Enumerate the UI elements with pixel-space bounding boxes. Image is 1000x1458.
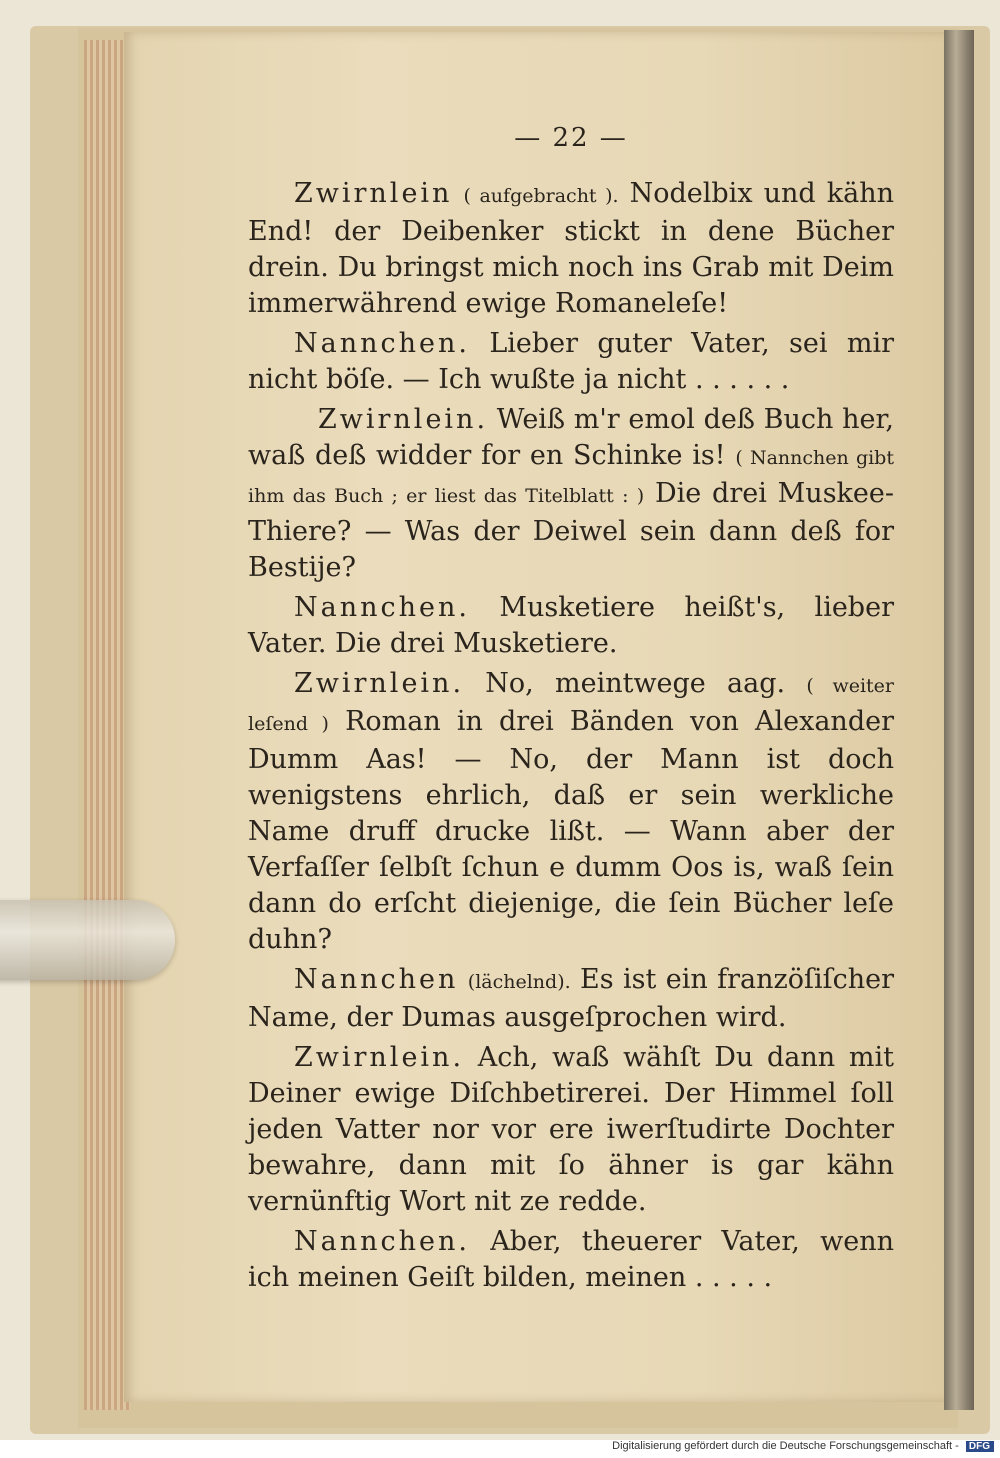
dialogue-text: Nodelbix und kähn End! der Deibenker stickt in dene Bücher drein. Du bringst mich noch ins Grab mit Deim immerwährend ewige Romaneleſe! — [248, 178, 894, 319]
speaker-name: Nannchen. — [294, 328, 470, 359]
speaker-name: Nannchen. — [294, 1226, 470, 1257]
page-clip-icon — [0, 900, 175, 980]
stage-direction: ( Nannchen gibt ihm das Buch ; er liest das Titelblatt : ) — [248, 447, 894, 507]
page-right-edge — [944, 30, 974, 1410]
stage-direction: ( weiter leſend ) — [248, 675, 894, 735]
dfg-logo-icon: DFG — [966, 1441, 994, 1452]
paragraph — [248, 962, 894, 1036]
paragraph — [248, 176, 894, 322]
dialogue-text: Es ist ein franzöſiſcher Name, der Dumas ausgeſprochen wird. — [248, 964, 894, 1033]
speaker-name: Nannchen — [294, 964, 459, 995]
speaker-name: Zwirnlein. — [294, 1042, 465, 1073]
speaker-name: Zwirnlein. — [294, 668, 465, 699]
stage-direction: (lächelnd). — [467, 971, 571, 993]
dialogue-text: Die drei Muskee-Thiere? — Was der Deiwel sein dann deß for Bestije? — [248, 478, 894, 583]
speaker-name: Zwirnlein. — [318, 404, 489, 435]
paragraph — [248, 590, 894, 662]
dialogue-text: Lieber guter Vater, sei mir nicht böſe. — Ich wußte ja nicht . . . . . . — [248, 328, 894, 395]
digitization-footer — [0, 1440, 1000, 1458]
dialogue-text: Musketiere heißt's, lieber Vater. Die drei Musketiere. — [248, 592, 894, 659]
paragraph — [248, 1040, 894, 1220]
paragraph — [248, 666, 894, 958]
footer-credit: Digitalisierung gefördert durch die Deutsche Forschungsgemeinschaft - — [612, 1440, 959, 1452]
paragraph — [248, 326, 894, 398]
dialogue-text: Weiß m'r emol deß Buch her, waß deß widder for en Schinke is! — [248, 404, 894, 471]
paragraph — [248, 402, 894, 586]
stage-direction: ( aufgebracht ). — [463, 185, 619, 207]
dialogue-text: No, meintwege aag. — [485, 668, 786, 699]
dialogue-text: Roman in drei Bänden von Alexander Dumm Aas! — No, der Mann ist doch wenigstens ehrlich, daß er sein werkliche Name druff drucke lißt. — Wann aber der Verfaſſer ſelbſt ſchun e dumm Oos is, waß ſein dann do erſcht diejenige, die ſein Bücher leſe duhn? — [248, 706, 894, 955]
paragraph — [248, 1224, 894, 1296]
dialogue-text: Aber, theuerer Vater, wenn ich meinen Geiſt bilden, meinen . . . . . — [248, 1226, 894, 1293]
speaker-name: Zwirnlein — [294, 178, 453, 209]
page-number: — 22 — — [514, 123, 628, 153]
dialogue-text: Ach, waß wähſt Du dann mit Deiner ewige Diſchbetirerei. Der Himmel ſoll jeden Vatter nor vor ere iwerſtudirte Dochter bewahre, dann mit ſo ähner is gar kähn vernünftig Wort nit ze redde. — [248, 1042, 894, 1217]
page-text — [248, 120, 894, 1300]
speaker-name: Nannchen. — [294, 592, 470, 623]
